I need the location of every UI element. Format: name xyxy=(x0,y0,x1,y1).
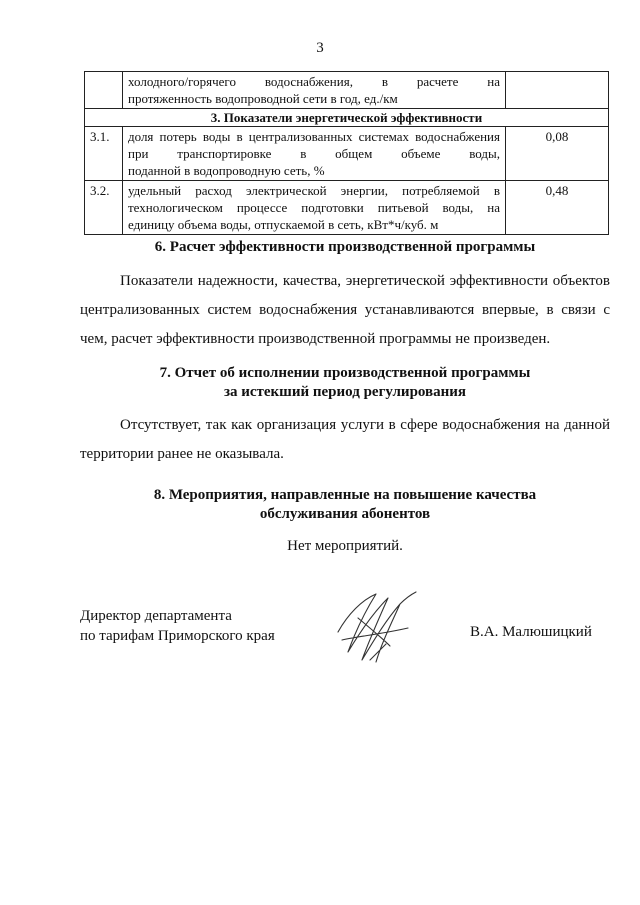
row-description xyxy=(123,181,506,235)
section-7-paragraph xyxy=(80,411,610,469)
row-number: 3.2. xyxy=(85,181,123,235)
row-number xyxy=(85,72,123,109)
row-description xyxy=(123,127,506,181)
section-8-heading-line: 8. Мероприятия, направленные на повышение качества xyxy=(153,487,537,503)
section-title: 3. Показатели энергетической эффективности xyxy=(85,109,609,127)
table-row xyxy=(85,127,609,181)
row-number: 3.1. xyxy=(85,127,123,181)
indicators-table xyxy=(84,71,609,235)
row-description-line: холодного/горячего водоснабжения, в расчете на xyxy=(128,74,500,89)
page-number: 3 xyxy=(316,40,324,56)
section-6-paragraph xyxy=(80,267,610,354)
section-6-text: Показатели надежности, качества, энергетической эффективности объектов централизованных систем водоснабжения устанавливаются впервые, в связи с чем, расчет эффективности производственной программы не произведен. xyxy=(80,273,610,347)
row-value: 0,48 xyxy=(506,181,609,235)
section-7-heading-line: за истекший период регулирования xyxy=(223,384,467,400)
row-description xyxy=(123,72,506,109)
section-8-heading-line: обслуживания абонентов xyxy=(259,506,431,522)
signatory-title-line: по тарифам Приморского края xyxy=(80,628,275,644)
section-7-heading xyxy=(80,364,610,402)
row-description-main: доля потерь воды в централизованных системах водоснабжения при транспортировке в общем объеме воды, xyxy=(128,129,500,161)
row-value xyxy=(506,72,609,109)
section-7-text: Отсутствует, так как организация услуги в сфере водоснабжения на данной территории ранее не оказывала. xyxy=(80,417,610,462)
table-row xyxy=(85,72,609,109)
section-6-heading: 6. Расчет эффективности производственной программы xyxy=(154,239,536,255)
row-description-last-line: поданной в водопроводную сеть, % xyxy=(128,163,325,178)
row-description-last-line: протяженность водопроводной сети в год, ед./км xyxy=(128,91,398,106)
signatory-title xyxy=(80,606,275,646)
section-8-text: Нет мероприятий. xyxy=(287,538,403,554)
row-value: 0,08 xyxy=(506,127,609,181)
row-description-last-line: единицу объема воды, отпускаемой в сеть, кВт*ч/куб. м xyxy=(128,217,439,232)
signatory-name: В.А. Малюшицкий xyxy=(470,624,592,640)
signatory-title-line: Директор департамента xyxy=(80,608,232,624)
row-description-main: удельный расход электрической энергии, потребляемой в технологическом процессе подготовки питьевой воды, на xyxy=(128,183,500,215)
table-section-row xyxy=(85,109,609,127)
handwritten-signature xyxy=(330,588,420,670)
table-row xyxy=(85,181,609,235)
section-8-heading xyxy=(80,486,610,524)
section-7-heading-line: 7. Отчет об исполнении производственной программы xyxy=(159,365,531,381)
